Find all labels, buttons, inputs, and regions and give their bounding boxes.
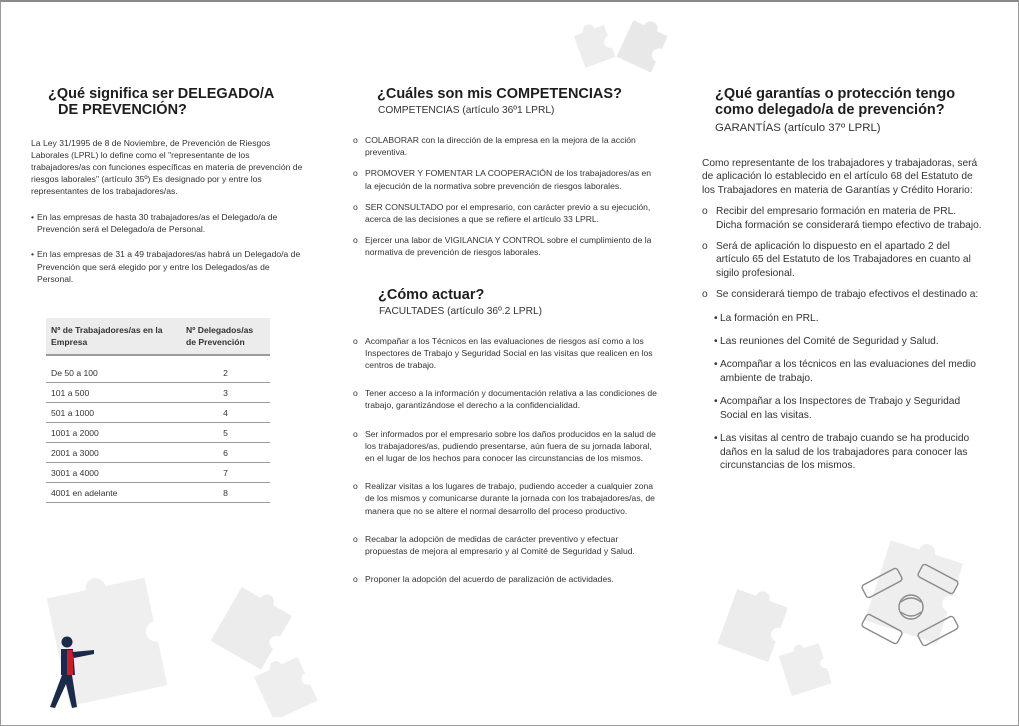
intro-paragraph: La Ley 31/1995 de 8 de Noviembre, de Prevención de Riesgos Laborales (LPRL) lo define como el "representante de los trabajadores/as con funciones específicas en materia de prevención de riesgos laborales" (artículo 35º) Es designado por y entre los representantes de los trabajadores/as. <box>31 138 303 196</box>
puzzle-piece-icon <box>567 12 677 72</box>
bullet-list <box>31 211 306 285</box>
list-item-text: Tener acceso a la información y documentación relativa a las condiciones de trabajo, garantizándose el derecho a la confidencialidad. <box>365 388 657 411</box>
list-item-text: Las reuniones del Comité de Seguridad y Salud. <box>720 336 939 348</box>
list-item-text: Será de aplicación lo dispuesto en el apartado 2 del artículo 65 del Estatuto de los Trabajadores en cuanto al sigilo profesional. <box>716 241 971 279</box>
list-item-text: Recibir del empresario formación en materia de PRL. Dicha formación se considerará tiempo efectivo de trabajo. <box>716 206 982 231</box>
section-title <box>715 86 984 118</box>
section-title <box>48 86 306 118</box>
circle-bullet-icon: o <box>353 235 358 246</box>
circle-bullet-icon: o <box>353 201 358 212</box>
competencias-list <box>353 134 658 259</box>
table-cell: 3001 a 4000 <box>46 463 181 483</box>
list-item <box>353 201 658 225</box>
table-cell: 101 a 500 <box>46 383 181 403</box>
table-cell: 7 <box>181 463 270 483</box>
circle-bullet-icon: o <box>353 481 358 492</box>
table-cell: 6 <box>181 443 270 463</box>
circle-bullet-icon: o <box>353 168 358 179</box>
list-item <box>353 234 658 258</box>
list-item <box>714 432 984 472</box>
title-line-2: DE PREVENCIÓN? <box>58 102 187 118</box>
list-item <box>714 335 984 348</box>
list-item <box>353 387 658 411</box>
section-subtitle: GARANTÍAS (artículo 37º LPRL) <box>715 122 881 134</box>
list-item-text: Ser informados por el empresario sobre los daños producidos en la salud de los trabajadores/as, pudiendo presentarse, aún fuera de su jornada laboral, en el lugar de los hechos para conocer las circunstancias de los mismos. <box>365 428 656 464</box>
table-cell: 4001 en adelante <box>46 483 181 503</box>
list-item <box>31 248 306 285</box>
column-delegado <box>31 86 306 503</box>
table-cell: 8 <box>181 483 270 503</box>
list-item-text: SER CONSULTADO por el empresario, con carácter previo a su ejecución, acerca de las decisiones a que se refiere el artículo 33 LPRL. <box>365 201 651 225</box>
circle-bullet-icon: o <box>702 289 708 301</box>
list-item-text: Realizar visitas a los lugares de trabajo, pudiendo acceder a cualquier zona de los mismos y comunicarse durante la jornada con los trabajadores/as, de manera que no se altere el normal desarrollo del proceso productivo. <box>365 481 655 516</box>
table-row <box>46 463 270 483</box>
table-cell: 5 <box>181 423 270 443</box>
bullet-icon: • <box>714 396 718 408</box>
bullet-icon: • <box>31 212 35 222</box>
table-cell: 2001 a 3000 <box>46 443 181 463</box>
table-row <box>46 483 270 503</box>
section-title: ¿Cómo actuar? <box>378 286 485 303</box>
bullet-icon: • <box>714 359 718 371</box>
bullet-icon: • <box>714 336 718 348</box>
list-item-text: Las visitas al centro de trabajo cuando se ha producido daños en la salud de los trabajadores para conocer las circunstancias de los mismos. <box>720 433 970 471</box>
garantias-list <box>702 205 984 301</box>
list-item-text: La formación en PRL. <box>720 312 819 324</box>
table-cell: 1001 a 2000 <box>46 423 181 443</box>
section-subtitle: COMPETENCIAS (artículo 36º1 LPRL) <box>378 105 555 116</box>
circle-bullet-icon: o <box>353 135 358 145</box>
circle-bullet-icon: o <box>702 206 708 218</box>
list-item-text: PROMOVER Y FOMENTAR LA COOPERACIÓN de los trabajadores/as en la ejecución de la normativa sobre prevención de riesgos laborales. <box>365 168 652 191</box>
list-item <box>31 211 306 235</box>
table-row <box>46 403 270 423</box>
list-item <box>714 312 984 325</box>
table-cell: 2 <box>181 363 270 383</box>
table-header: Nº de Trabajadores/as en la Empresa <box>46 318 181 355</box>
list-item <box>353 480 658 517</box>
table-header-row <box>46 318 270 355</box>
list-item <box>353 335 658 372</box>
list-item <box>702 205 984 232</box>
bullet-icon: • <box>714 433 718 445</box>
title-line-1: ¿Qué significa ser DELEGADO/A <box>48 86 275 102</box>
delegates-table <box>46 318 270 503</box>
list-item <box>353 134 658 158</box>
intro-paragraph: Como representante de los trabajadores y trabajadoras, será de aplicación lo establecido en el artículo 68 del Estatuto de los Trabajadores en materia de Garantías y Crédito Horario: <box>702 158 978 196</box>
puzzle-piece-icon <box>716 577 836 697</box>
list-item <box>353 167 658 191</box>
list-item-text: Ejercer una labor de VIGILANCIA Y CONTROL sobre el cumplimiento de la normativa de prevención de riesgos laborales. <box>365 235 652 258</box>
table-row <box>46 383 270 403</box>
table-cell: 501 a 1000 <box>46 403 181 423</box>
list-item-text: Acompañar a los Técnicos en las evaluaciones de riesgos así como a los Inspectores de Trabajo y Seguridad Social en las visitas que realicen en los centros de trabajo. <box>365 335 653 371</box>
list-item-text: Acompañar a los técnicos en las evaluaciones del medio ambiente de trabajo. <box>720 359 976 384</box>
list-item <box>353 573 658 585</box>
facultades-list <box>353 335 658 586</box>
table-header: Nº Delegados/as de Prevención <box>181 318 270 355</box>
tiempo-efectivo-list <box>714 312 984 473</box>
list-item-text: En las empresas de 31 a 49 trabajadores/as habrá un Delegado/a de Prevención que será elegido por y entre los Delegados/as de Personal. <box>37 249 301 284</box>
list-item <box>702 288 984 301</box>
title-line-1: ¿Qué garantías o protección tengo <box>715 86 956 102</box>
list-item <box>353 533 658 557</box>
list-item-text: COLABORAR con la dirección de la empresa en la mejora de la acción preventiva. <box>365 135 636 158</box>
circle-bullet-icon: o <box>702 241 708 253</box>
table-row <box>46 363 270 383</box>
column-garantias <box>702 86 984 472</box>
list-item-text: Acompañar a los Inspectores de Trabajo y Seguridad Social en las visitas. <box>720 396 961 421</box>
list-item-text: Recabar la adopción de medidas de carácter preventivo y efectuar propuestas de mejora al empresario y al Comité de Seguridad y Salud. <box>365 533 635 557</box>
puzzle-piece-icon <box>211 587 321 717</box>
title-line-2: como delegado/a de prevención? <box>715 102 945 118</box>
table-cell: De 50 a 100 <box>46 363 181 383</box>
table-row <box>46 423 270 443</box>
bullet-icon: • <box>31 249 35 260</box>
list-item <box>714 358 984 385</box>
table-cell: 3 <box>181 383 270 403</box>
section-subtitle: FACULTADES (artículo 36º.2 LPRL) <box>379 305 543 317</box>
circle-bullet-icon: o <box>353 574 358 585</box>
list-item-text: Se considerará tiempo de trabajo efectivos el destinado a: <box>716 289 979 301</box>
table-row <box>46 443 270 463</box>
list-item-text: En las empresas de hasta 30 trabajadores/as el Delegado/a de Prevención será el Delegado/a de Personal. <box>37 212 278 235</box>
list-item <box>353 428 658 465</box>
circle-bullet-icon: o <box>353 388 358 399</box>
list-item <box>714 395 984 422</box>
column-competencias <box>353 86 658 585</box>
circle-bullet-icon: o <box>353 335 358 346</box>
joined-hands-icon <box>856 562 966 652</box>
section-title: ¿Cuáles son mis COMPETENCIAS? <box>377 86 622 102</box>
bullet-icon: • <box>714 312 718 324</box>
man-pushing-icon <box>41 632 101 712</box>
list-item-text: Proponer la adopción del acuerdo de paralización de actividades. <box>365 574 614 585</box>
circle-bullet-icon: o <box>353 428 358 439</box>
list-item <box>702 240 984 280</box>
table-cell: 4 <box>181 403 270 423</box>
circle-bullet-icon: o <box>353 533 358 544</box>
